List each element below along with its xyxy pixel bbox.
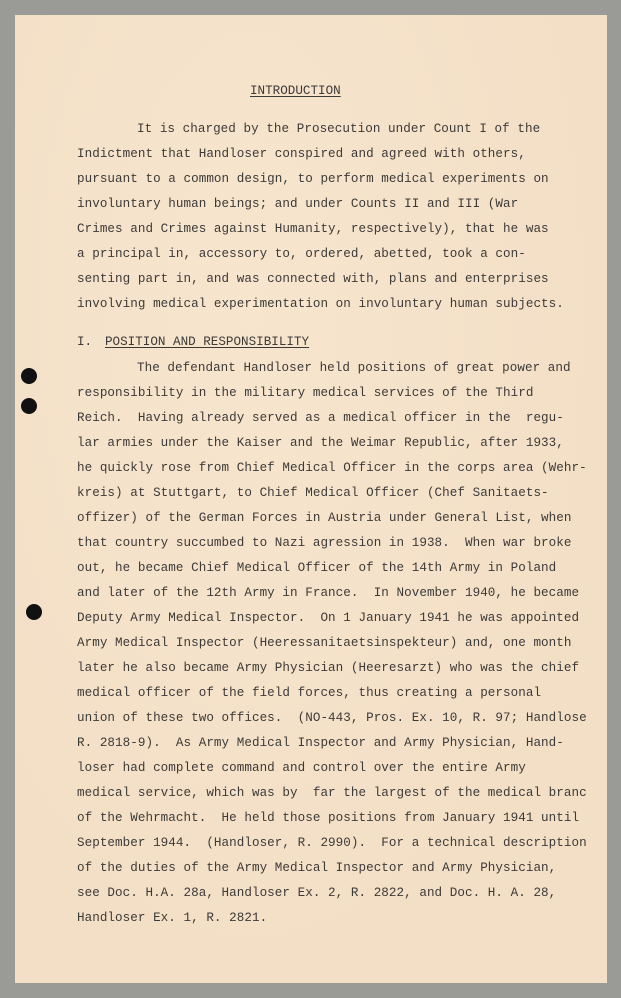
punch-hole (21, 398, 37, 414)
section-title: POSITION AND RESPONSIBILITY (105, 335, 310, 349)
body-line: see Doc. H.A. 28a, Handloser Ex. 2, R. 2822, and Doc. H. A. 28, (77, 886, 557, 900)
body-line: Reich. Having already served as a medical officer in the regu- (77, 411, 564, 425)
body-line: of the duties of the Army Medical Inspector and Army Physician, (77, 861, 557, 875)
body-line: he quickly rose from Chief Medical Officer in the corps area (Wehr- (77, 461, 587, 475)
body-line: loser had complete command and control over the entire Army (77, 761, 526, 775)
body-line: out, he became Chief Medical Officer of the 14th Army in Poland (77, 561, 557, 575)
intro-line: involving medical experimentation on involuntary human subjects. (77, 297, 564, 311)
intro-line: Crimes and Crimes against Humanity, respectively), that he was (77, 222, 549, 236)
body-line: R. 2818-9). As Army Medical Inspector and Army Physician, Hand- (77, 736, 564, 750)
body-line: offizer) of the German Forces in Austria under General List, when (77, 511, 572, 525)
section-number: I. (77, 335, 93, 349)
body-line: of the Wehrmacht. He held those positions from January 1941 until (77, 811, 580, 825)
body-line: lar armies under the Kaiser and the Weimar Republic, after 1933, (77, 436, 564, 450)
body-line: kreis) at Stuttgart, to Chief Medical Officer (Chef Sanitaets- (77, 486, 549, 500)
body-line: that country succumbed to Nazi agression in 1938. When war broke (77, 536, 572, 550)
body-line: The defendant Handloser held positions of great power and (137, 361, 571, 375)
body-line: later he also became Army Physician (Heeresarzt) who was the chief (77, 661, 580, 675)
body-line: medical officer of the field forces, thus creating a personal (77, 686, 542, 700)
body-line: and later of the 12th Army in France. In November 1940, he became (77, 586, 580, 600)
body-line: medical service, which was by far the largest of the medical branc (77, 786, 587, 800)
body-line: September 1944. (Handloser, R. 2990). For a technical description (77, 836, 587, 850)
intro-line: senting part in, and was connected with, plans and enterprises (77, 272, 549, 286)
intro-line: involuntary human beings; and under Counts II and III (War (77, 197, 519, 211)
intro-line: a principal in, accessory to, ordered, abetted, took a con- (77, 247, 526, 261)
intro-line: Indictment that Handloser conspired and agreed with others, (77, 147, 526, 161)
intro-line: pursuant to a common design, to perform medical experiments on (77, 172, 549, 186)
body-line: Handloser Ex. 1, R. 2821. (77, 911, 268, 925)
body-line: Deputy Army Medical Inspector. On 1 January 1941 he was appointed (77, 611, 580, 625)
body-line: union of these two offices. (NO-443, Pros. Ex. 10, R. 97; Handlose (77, 711, 587, 725)
page-title: INTRODUCTION (250, 84, 341, 98)
intro-line: It is charged by the Prosecution under Count I of the (137, 122, 541, 136)
document-page (15, 15, 607, 983)
punch-hole (21, 368, 37, 384)
punch-hole (26, 604, 42, 620)
body-line: Army Medical Inspector (Heeressanitaetsinspekteur) and, one month (77, 636, 572, 650)
body-line: responsibility in the military medical services of the Third (77, 386, 534, 400)
